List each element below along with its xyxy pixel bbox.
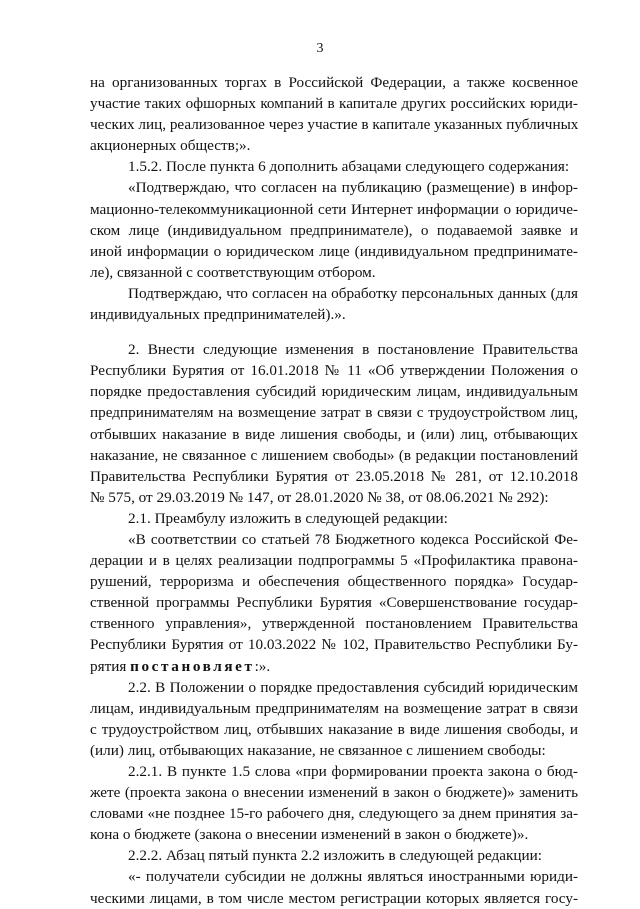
text-line: наказание, не связанное с лишением свободы» (в редакции постановлений <box>90 446 578 464</box>
text-line: 2.1. Преамбулу изложить в следующей редакции: <box>128 509 448 527</box>
text-line: «Подтверждаю, что согласен на публикацию (размещение) в инфор- <box>128 179 578 197</box>
paragraph-gap <box>90 325 578 339</box>
text-line: лицам, индивидуальным предпринимателям на возмещение затрат в связи <box>90 699 578 717</box>
text-line: порядке предоставления субсидий юридическим лицам, индивидуальным <box>90 383 578 401</box>
text-line: 2. Внести следующие изменения в постановление Правительства <box>128 341 578 359</box>
text-line: ственного управления», утвержденной постановлением Правительства <box>90 615 578 633</box>
text-line: участие таких офшорных компаний в капитале других российских юриди- <box>90 95 578 113</box>
text-line: предпринимателям на возмещение затрат в связи с трудоустройством лиц, <box>90 404 578 422</box>
text-line: с трудоустройством лиц, отбывших наказание в виде лишения свободы, и <box>90 720 578 738</box>
text-line: индивидуальных предпринимателей).». <box>90 306 346 324</box>
text-line: «- получатели субсидии не должны являться иностранными юриди- <box>128 868 578 886</box>
document-body <box>90 72 578 909</box>
text-line: ственной программы Республики Бурятия «Совершенствование государ- <box>90 594 578 612</box>
text-line: дерации и в целях реализации подпрограммы 5 «Профилактика правона- <box>90 552 578 570</box>
text-line: (или) лиц, отбывающих наказание, не связанное с лишением свободы: <box>90 741 546 759</box>
text-line: 1.5.2. После пункта 6 дополнить абзацами следующего содержания: <box>128 158 570 176</box>
text-line: ском лице (индивидуальном предпринимателе), о подаваемой заявке и <box>90 221 578 239</box>
page-number: 3 <box>316 41 324 56</box>
text-line: кона о бюджете (закона о внесении изменений в закон о бюджете)». <box>90 826 529 844</box>
text-line: Республики Бурятия от 10.03.2022 № 102, Правительство Республики Бу- <box>90 636 578 654</box>
text-line: жете (проекта закона о внесении изменений в закон о бюджете)» заменить <box>90 784 578 802</box>
text-line: 2.2.1. В пункте 1.5 слова «при формировании проекта закона о бюд- <box>128 763 578 780</box>
text-line: акционерных обществ;». <box>90 137 251 155</box>
resolution-tail: :». <box>254 657 271 675</box>
text-line: мационно-телекоммуникационной сети Интернет информации о юридиче- <box>90 200 578 218</box>
text-line: словами «не позднее 15-го рабочего дня, следующего за днем принятия за- <box>90 805 578 823</box>
text-line: рушений, терроризма и обеспечения общественного порядка» Государ- <box>90 573 578 591</box>
text-line: № 575, от 29.03.2019 № 147, от 28.01.2020 № 38, от 08.06.2021 № 292): <box>90 488 549 506</box>
text-line: отбывших наказание в виде лишения свободы, и (или) лиц, отбывающих <box>90 425 578 443</box>
text-line: 2.2.2. Абзац пятый пункта 2.2 изложить в следующей редакции: <box>128 847 542 865</box>
text-line: Республики Бурятия от 16.01.2018 № 11 «Об утверждении Положения о <box>90 362 578 380</box>
text-line: 2.2. В Положении о порядке предоставления субсидий юридическим <box>128 678 578 696</box>
text-line: Подтверждаю, что согласен на обработку персональных данных (для <box>128 284 578 302</box>
resolution-keyword: постановляет <box>130 657 255 675</box>
text-line: ческих лиц, реализованное через участие в капитале указанных публичных <box>90 116 578 134</box>
text-line: Правительства Республики Бурятия от 23.05.2018 № 281, от 12.10.2018 <box>90 467 578 485</box>
text-line: на организованных торгах в Российской Федерации, а также косвенное <box>90 74 578 91</box>
resolution-line <box>90 656 578 677</box>
text-line: ле), связанной с соответствующим отбором. <box>90 263 376 281</box>
text-line: «В соответствии со статьей 78 Бюджетного кодекса Российской Фе- <box>128 530 578 548</box>
text-line: ческими лицами, в том числе местом регистрации которых является госу- <box>90 889 578 907</box>
resolution-prefix: рятия <box>90 657 127 675</box>
text-line: иной информации о юридическом лице (индивидуальном предпринимате- <box>90 242 578 260</box>
